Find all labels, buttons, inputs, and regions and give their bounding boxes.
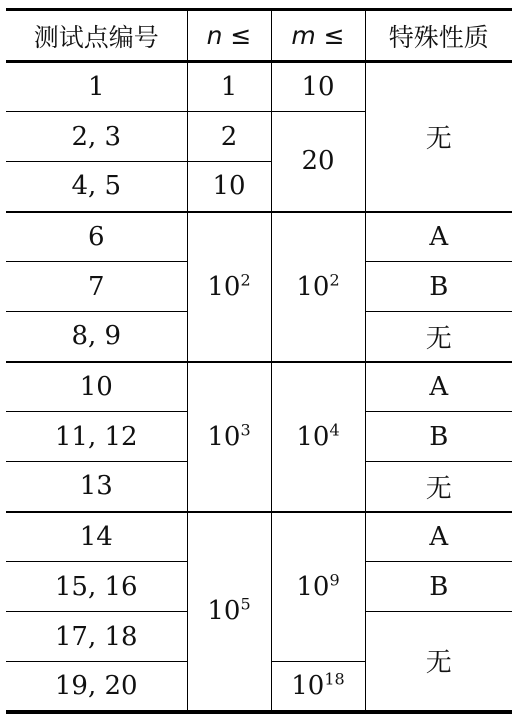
property-cell: 无: [365, 462, 512, 512]
test-id-cell: 4, 5: [6, 162, 187, 212]
header-test-id: 测试点编号: [6, 10, 187, 62]
test-id-cell: 14: [6, 512, 187, 562]
subtask-table: [6, 8, 512, 714]
property-cell: 无: [365, 312, 512, 362]
table-row: [6, 212, 512, 262]
test-id-cell: 10: [6, 362, 187, 412]
header-row: [6, 10, 512, 62]
test-id-cell: 11, 12: [6, 412, 187, 462]
test-id-cell: 2, 3: [6, 112, 187, 162]
n-limit-cell: $10^3$: [187, 362, 271, 512]
header-property: 特殊性质: [365, 10, 512, 62]
n-limit-cell: $10^5$: [187, 512, 271, 712]
test-id-cell: 19, 20: [6, 662, 187, 712]
m-limit-cell: $10^{18}$: [271, 662, 365, 712]
property-cell: 无: [365, 612, 512, 712]
property-cell: A: [365, 362, 512, 412]
test-id-cell: 17, 18: [6, 612, 187, 662]
property-cell: B: [365, 412, 512, 462]
n-limit-cell: 2: [187, 112, 271, 162]
property-cell: 无: [365, 62, 512, 212]
test-id-cell: 13: [6, 462, 187, 512]
test-id-cell: 8, 9: [6, 312, 187, 362]
table-row: [6, 62, 512, 112]
test-id-cell: 1: [6, 62, 187, 112]
m-limit-cell: $10^9$: [271, 512, 365, 662]
property-cell: A: [365, 212, 512, 262]
m-limit-cell: $10^2$: [271, 212, 365, 362]
n-limit-cell: $10^2$: [187, 212, 271, 362]
test-id-cell: 6: [6, 212, 187, 262]
m-limit-cell: $10^4$: [271, 362, 365, 512]
table-row: [6, 362, 512, 412]
property-cell: B: [365, 262, 512, 312]
n-limit-cell: 10: [187, 162, 271, 212]
table-row: [6, 512, 512, 562]
property-cell: A: [365, 512, 512, 562]
test-id-cell: 7: [6, 262, 187, 312]
m-limit-cell: 20: [271, 112, 365, 212]
header-n-limit: n ≤: [187, 10, 271, 62]
header-m-limit: m ≤: [271, 10, 365, 62]
m-limit-cell: 10: [271, 62, 365, 112]
test-id-cell: 15, 16: [6, 562, 187, 612]
n-limit-cell: 1: [187, 62, 271, 112]
property-cell: B: [365, 562, 512, 612]
